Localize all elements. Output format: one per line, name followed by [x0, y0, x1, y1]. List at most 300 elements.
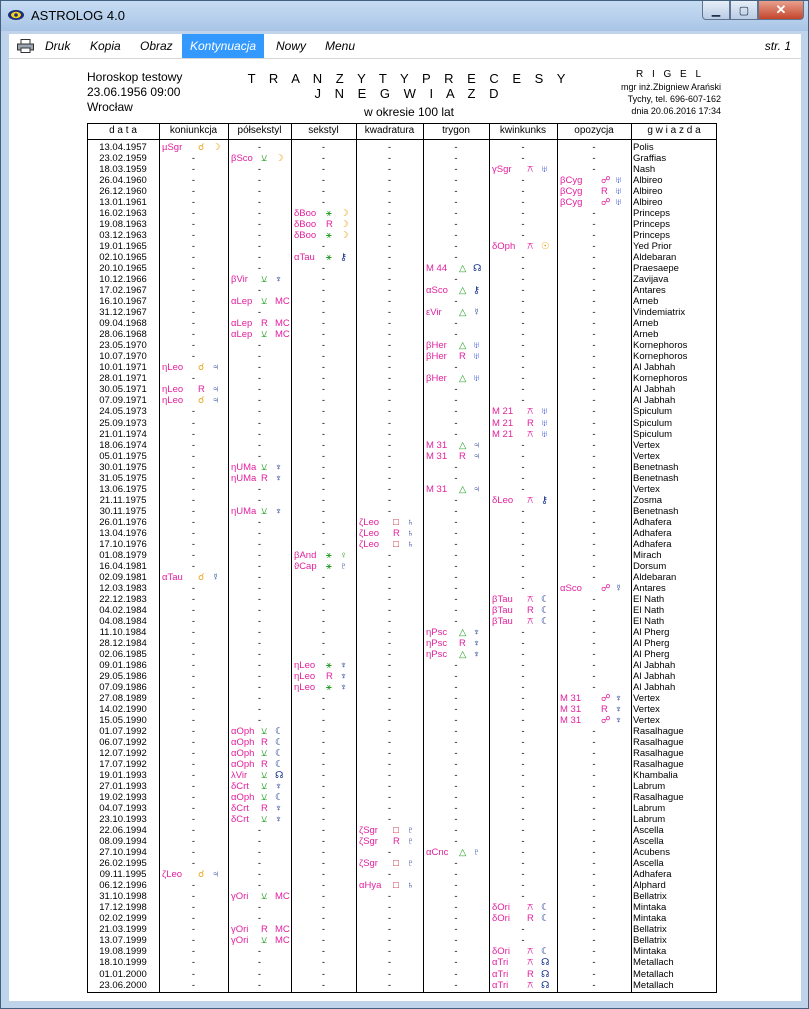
empty-cell: - — [191, 373, 196, 385]
minimize-button[interactable] — [702, 1, 730, 20]
empty-cell: - — [454, 428, 458, 440]
empty-cell: - — [592, 748, 596, 760]
aspect-symbol: ⚻ — [527, 406, 534, 418]
planet-symbol: ♃ — [473, 450, 481, 462]
star-name: Antares — [633, 582, 666, 594]
star-name: Arneb — [633, 318, 659, 330]
empty-cell: - — [454, 318, 458, 330]
empty-cell: - — [521, 527, 525, 539]
planet-symbol: MC — [275, 318, 290, 330]
planet-symbol: ☿ — [473, 307, 481, 319]
empty-cell: - — [387, 792, 392, 804]
star-name: Labrum — [633, 814, 666, 826]
table-row — [87, 395, 717, 406]
empty-cell: - — [521, 318, 525, 330]
empty-cell: - — [321, 318, 326, 330]
aspect-symbol: ⚻ — [527, 428, 534, 440]
star-name: Labrum — [633, 781, 666, 793]
table-row — [87, 858, 717, 869]
empty-cell: - — [592, 891, 596, 903]
empty-cell: - — [321, 858, 326, 870]
close-icon: ✕ — [775, 2, 787, 17]
empty-cell: - — [521, 825, 525, 837]
empty-cell: - — [321, 715, 326, 727]
transit-date: 23.05.1970 — [99, 340, 147, 352]
empty-cell: - — [454, 219, 458, 231]
empty-cell: - — [191, 681, 196, 693]
empty-cell: - — [592, 516, 596, 528]
empty-cell: - — [321, 968, 326, 980]
fixed-star-code: αTau — [162, 571, 183, 583]
empty-cell: - — [521, 197, 525, 209]
empty-cell: - — [387, 351, 392, 363]
empty-cell: - — [387, 582, 392, 594]
empty-cell: - — [521, 439, 525, 451]
aspect-symbol: R — [261, 803, 268, 815]
empty-cell: - — [387, 681, 392, 693]
planet-symbol: ♃ — [473, 439, 481, 451]
empty-cell: - — [521, 748, 525, 760]
planet-symbol: ☽ — [340, 230, 349, 242]
planet-symbol: ♆ — [615, 715, 623, 727]
empty-cell: - — [191, 803, 196, 815]
empty-cell: - — [257, 836, 262, 848]
star-name: Zosma — [633, 494, 663, 506]
aspect-symbol: △ — [459, 285, 467, 297]
empty-cell: - — [521, 693, 525, 704]
planet-symbol: ♅ — [541, 406, 549, 418]
empty-cell: - — [257, 648, 262, 660]
column-header: d a t a — [109, 125, 137, 136]
empty-cell: - — [257, 285, 262, 297]
empty-cell: - — [191, 935, 196, 947]
empty-cell: - — [321, 924, 326, 936]
empty-cell: - — [387, 274, 392, 286]
star-name: Mintaka — [633, 946, 667, 958]
aspect-symbol: ⚺ — [261, 935, 268, 947]
transit-date: 17.10.1976 — [99, 538, 147, 550]
empty-cell: - — [592, 560, 596, 572]
empty-cell: - — [521, 726, 525, 738]
empty-cell: - — [191, 792, 196, 804]
fixed-star-code: αTau — [294, 252, 315, 264]
table-row — [87, 704, 717, 715]
empty-cell: - — [191, 252, 196, 264]
planet-symbol: ♅ — [473, 373, 481, 385]
table-row — [87, 572, 717, 583]
empty-cell: - — [454, 913, 458, 925]
aspect-symbol: R — [527, 417, 534, 429]
transit-date: 16.10.1967 — [99, 296, 147, 308]
star-name: Alphard — [633, 880, 666, 892]
empty-cell: - — [454, 538, 458, 550]
empty-cell: - — [592, 549, 596, 561]
column-header: półsekstyl — [237, 125, 282, 136]
empty-cell: - — [521, 153, 525, 165]
empty-cell: - — [321, 626, 326, 638]
empty-cell: - — [257, 626, 262, 638]
empty-cell: - — [521, 142, 525, 153]
fixed-star-code: βCyg — [560, 175, 583, 187]
empty-cell: - — [257, 175, 262, 187]
empty-cell: - — [191, 582, 196, 594]
aspect-symbol: ⚺ — [261, 891, 268, 903]
empty-cell: - — [454, 814, 458, 826]
planet-symbol: ☾ — [541, 913, 550, 925]
empty-cell: - — [592, 362, 596, 374]
empty-cell: - — [592, 902, 596, 914]
empty-cell: - — [257, 858, 262, 870]
star-name: Bellatrix — [633, 924, 667, 936]
menu-druk[interactable]: Druk — [45, 39, 71, 53]
empty-cell: - — [257, 681, 262, 693]
empty-cell: - — [592, 659, 596, 671]
star-name: Benetnash — [633, 472, 679, 484]
empty-cell: - — [454, 693, 458, 704]
report-page — [9, 59, 801, 1001]
table-row — [87, 946, 717, 957]
menu-nowy[interactable]: Nowy — [276, 39, 307, 53]
empty-cell: - — [191, 538, 196, 550]
author-name: mgr inż.Zbigniew Arański — [620, 82, 721, 92]
empty-cell: - — [454, 516, 458, 528]
transit-date: 01.07.1992 — [99, 726, 147, 738]
table-row — [87, 792, 717, 803]
empty-cell: - — [321, 770, 326, 782]
empty-cell: - — [454, 395, 458, 407]
transit-date: 16.02.1963 — [99, 208, 147, 220]
transit-date: 27.01.1993 — [99, 781, 147, 793]
aspect-symbol: ☍ — [601, 693, 611, 704]
empty-cell: - — [592, 913, 596, 925]
empty-cell: - — [592, 626, 596, 638]
transit-date: 26.04.1960 — [99, 175, 147, 187]
aspect-symbol: R — [261, 759, 268, 771]
empty-cell: - — [257, 428, 262, 440]
empty-cell: - — [454, 164, 458, 176]
empty-cell: - — [454, 362, 458, 374]
empty-cell: - — [191, 968, 196, 980]
empty-cell: - — [454, 704, 458, 716]
star-name: Benetnash — [633, 505, 679, 517]
table-row — [87, 418, 717, 429]
menu-menu[interactable]: Menu — [325, 39, 356, 53]
empty-cell: - — [191, 285, 196, 297]
empty-cell: - — [387, 406, 392, 418]
column-header: trygon — [442, 125, 470, 136]
table-row — [87, 440, 717, 451]
transit-date: 19.02.1993 — [99, 792, 147, 804]
empty-cell: - — [257, 847, 262, 859]
empty-cell: - — [592, 648, 596, 660]
planet-symbol: ☿ — [615, 582, 623, 594]
transit-date: 13.01.1961 — [99, 197, 147, 209]
empty-cell: - — [191, 318, 196, 330]
column-header: kwadratura — [364, 125, 415, 136]
planet-symbol: ⚷ — [340, 252, 347, 264]
table-row — [87, 252, 717, 263]
empty-cell: - — [592, 252, 596, 264]
planet-symbol: ♅ — [615, 175, 623, 187]
empty-cell: - — [387, 571, 392, 583]
empty-cell: - — [191, 659, 196, 671]
empty-cell: - — [321, 781, 326, 793]
star-name: Rasalhague — [633, 792, 684, 804]
fixed-star-code: αOph — [231, 737, 255, 749]
transit-date: 21.03.1999 — [99, 924, 147, 936]
menu-kopia[interactable]: Kopia — [90, 39, 121, 53]
empty-cell: - — [191, 516, 196, 528]
aspect-symbol: R — [326, 219, 333, 231]
empty-cell: - — [387, 781, 392, 793]
aspect-symbol: ⚹ — [326, 549, 332, 561]
empty-cell: - — [454, 241, 458, 253]
planet-symbol: ☾ — [541, 902, 550, 914]
table-row — [87, 473, 717, 484]
aspect-symbol: △ — [459, 847, 467, 859]
transit-date: 04.02.1984 — [99, 604, 147, 616]
aspect-symbol: R — [459, 637, 466, 649]
planet-symbol: ♇ — [407, 825, 415, 837]
fixed-star-code: M 21 — [492, 406, 514, 418]
empty-cell: - — [191, 274, 196, 286]
table-row — [87, 605, 717, 616]
star-name: Praesaepe — [633, 263, 679, 275]
fixed-star-code: γOri — [231, 935, 249, 947]
menu-bar — [9, 34, 801, 59]
empty-cell: - — [387, 737, 392, 749]
aspect-symbol: R — [261, 737, 268, 749]
empty-cell: - — [592, 395, 596, 407]
empty-cell: - — [521, 263, 525, 275]
empty-cell: - — [454, 494, 458, 506]
empty-cell: - — [592, 637, 596, 649]
table-row — [87, 406, 717, 417]
table-row — [87, 164, 717, 175]
empty-cell: - — [521, 880, 525, 892]
empty-cell: - — [321, 505, 326, 517]
star-name: Rasalhague — [633, 726, 684, 738]
empty-cell: - — [191, 219, 196, 231]
empty-cell: - — [454, 461, 458, 473]
fixed-star-code: δOph — [492, 241, 516, 253]
star-name: Metallach — [633, 957, 674, 969]
star-name: Dorsum — [633, 560, 667, 572]
table-row-divider — [87, 992, 717, 993]
planet-symbol: ☾ — [541, 604, 550, 616]
empty-cell: - — [454, 604, 458, 616]
empty-cell: - — [257, 516, 262, 528]
empty-cell: - — [191, 913, 196, 925]
transit-date: 07.09.1986 — [99, 681, 147, 693]
table-row — [87, 241, 717, 252]
empty-cell: - — [191, 307, 196, 319]
star-name: Zavijava — [633, 274, 669, 286]
planet-symbol: ☾ — [275, 759, 284, 771]
empty-cell: - — [454, 869, 458, 881]
star-name: Albireo — [633, 186, 663, 198]
empty-cell: - — [454, 825, 458, 837]
empty-cell: - — [521, 384, 525, 396]
empty-cell: - — [521, 329, 525, 341]
empty-cell: - — [592, 384, 596, 396]
empty-cell: - — [257, 307, 262, 319]
table-row — [87, 825, 717, 836]
empty-cell: - — [387, 285, 392, 297]
transit-date: 08.09.1994 — [99, 836, 147, 848]
aspect-symbol: R — [393, 527, 400, 539]
aspect-symbol: △ — [459, 439, 467, 451]
empty-cell: - — [521, 659, 525, 671]
empty-cell: - — [321, 186, 326, 198]
aspect-symbol: △ — [459, 648, 467, 660]
table-row — [87, 869, 717, 880]
empty-cell: - — [521, 681, 525, 693]
table-row — [87, 759, 717, 770]
empty-cell: - — [454, 417, 458, 429]
empty-cell: - — [387, 726, 392, 738]
empty-cell: - — [592, 604, 596, 616]
empty-cell: - — [257, 241, 262, 253]
empty-cell: - — [521, 340, 525, 352]
star-name: Acubens — [633, 847, 670, 859]
empty-cell: - — [257, 538, 262, 550]
empty-cell: - — [257, 549, 262, 561]
aspect-symbol: R — [326, 670, 333, 682]
empty-cell: - — [191, 891, 196, 903]
menu-obraz[interactable]: Obraz — [140, 39, 173, 53]
empty-cell: - — [257, 913, 262, 925]
table-row — [87, 836, 717, 847]
transit-date: 24.05.1973 — [99, 406, 147, 418]
planet-symbol: ♆ — [473, 637, 481, 649]
planet-symbol: ♅ — [541, 164, 549, 176]
empty-cell: - — [387, 648, 392, 660]
table-row — [87, 340, 717, 351]
empty-cell: - — [592, 285, 596, 297]
aspect-symbol: ⚺ — [261, 792, 268, 804]
star-name: Vertex — [633, 439, 660, 451]
empty-cell: - — [454, 858, 458, 870]
table-row — [87, 142, 717, 153]
fixed-star-code: βAnd — [294, 549, 317, 561]
fixed-star-code: βCyg — [560, 197, 583, 209]
empty-cell: - — [521, 858, 525, 870]
empty-cell: - — [387, 704, 392, 716]
planet-symbol: ☉ — [541, 241, 550, 253]
transit-date: 23.06.2000 — [99, 979, 147, 991]
aspect-symbol: ⚺ — [261, 505, 268, 517]
planet-symbol: ♆ — [275, 803, 283, 815]
fixed-star-code: δOri — [492, 946, 510, 958]
empty-cell: - — [592, 461, 596, 473]
empty-cell: - — [321, 296, 326, 308]
empty-cell: - — [321, 340, 326, 352]
empty-cell: - — [387, 935, 392, 947]
fixed-star-code: βVir — [231, 274, 248, 286]
planet-symbol: MC — [275, 935, 290, 947]
empty-cell: - — [257, 637, 262, 649]
star-name: Aldebaran — [633, 571, 677, 583]
menu-kontynuacja[interactable]: Kontynuacja — [182, 34, 264, 58]
report-title: T R A N Z Y T Y P R E C E S Y J N E G W I A Z D — [247, 71, 571, 101]
empty-cell: - — [191, 428, 196, 440]
table-row — [87, 362, 717, 373]
table-row — [87, 726, 717, 737]
empty-cell: - — [521, 836, 525, 848]
fixed-star-code: αSco — [426, 285, 448, 297]
planet-symbol: ☽ — [275, 153, 284, 165]
chart-datetime: 23.06.1956 09:00 — [87, 85, 181, 99]
transit-date: 28.06.1968 — [99, 329, 147, 341]
empty-cell: - — [454, 670, 458, 682]
table-row — [87, 957, 717, 968]
close-button[interactable] — [758, 1, 804, 20]
aspect-symbol: □ — [393, 538, 399, 550]
star-name: Polis — [633, 142, 654, 153]
printer-icon[interactable] — [17, 39, 34, 53]
fixed-star-code: βTau — [492, 593, 513, 605]
aspect-symbol: R — [527, 604, 534, 616]
empty-cell: - — [592, 770, 596, 782]
planet-symbol: ♆ — [340, 659, 348, 671]
transit-date: 31.12.1967 — [99, 307, 147, 319]
empty-cell: - — [592, 847, 596, 859]
empty-cell: - — [454, 505, 458, 517]
empty-cell: - — [454, 384, 458, 396]
maximize-button[interactable] — [730, 1, 758, 20]
report-date: dnia 20.06.2016 17:34 — [631, 106, 721, 116]
aspect-symbol: ⚻ — [527, 593, 534, 605]
empty-cell: - — [321, 197, 326, 209]
star-name: Mintaka — [633, 913, 667, 925]
empty-cell: - — [454, 726, 458, 738]
empty-cell: - — [592, 726, 596, 738]
empty-cell: - — [191, 825, 196, 837]
aspect-symbol: □ — [393, 858, 399, 870]
empty-cell: - — [321, 351, 326, 363]
fixed-star-code: ϑCap — [294, 560, 317, 572]
star-name: Yed Prior — [633, 241, 672, 253]
star-name: Arneb — [633, 329, 659, 341]
empty-cell: - — [191, 494, 196, 506]
planet-symbol: ☾ — [275, 792, 284, 804]
aspect-symbol: R — [527, 968, 534, 980]
star-name: Spiculum — [633, 417, 673, 429]
fixed-star-code: µSgr — [162, 142, 183, 153]
transit-date: 30.11.1975 — [99, 505, 147, 517]
aspect-symbol: ⚺ — [261, 748, 268, 760]
empty-cell: - — [454, 208, 458, 220]
fixed-star-code: ηPsc — [426, 637, 448, 649]
title-bar[interactable] — [1, 1, 808, 31]
fixed-star-code: M 21 — [492, 428, 514, 440]
aspect-symbol: ☌ — [198, 869, 205, 881]
empty-cell: - — [521, 186, 525, 198]
aspect-symbol: R — [459, 351, 466, 363]
empty-cell: - — [521, 847, 525, 859]
app-eye-icon — [7, 9, 25, 21]
fixed-star-code: ηLeo — [294, 670, 316, 682]
transit-date: 26.02.1995 — [99, 858, 147, 870]
planet-symbol: ♆ — [615, 704, 623, 716]
transit-date: 02.09.1981 — [99, 571, 147, 583]
empty-cell: - — [191, 175, 196, 187]
fixed-star-code: αTri — [492, 979, 509, 991]
planet-symbol: ♆ — [473, 648, 481, 660]
transit-date: 02.02.1999 — [99, 913, 147, 925]
aspect-symbol: ⚹ — [326, 208, 332, 220]
